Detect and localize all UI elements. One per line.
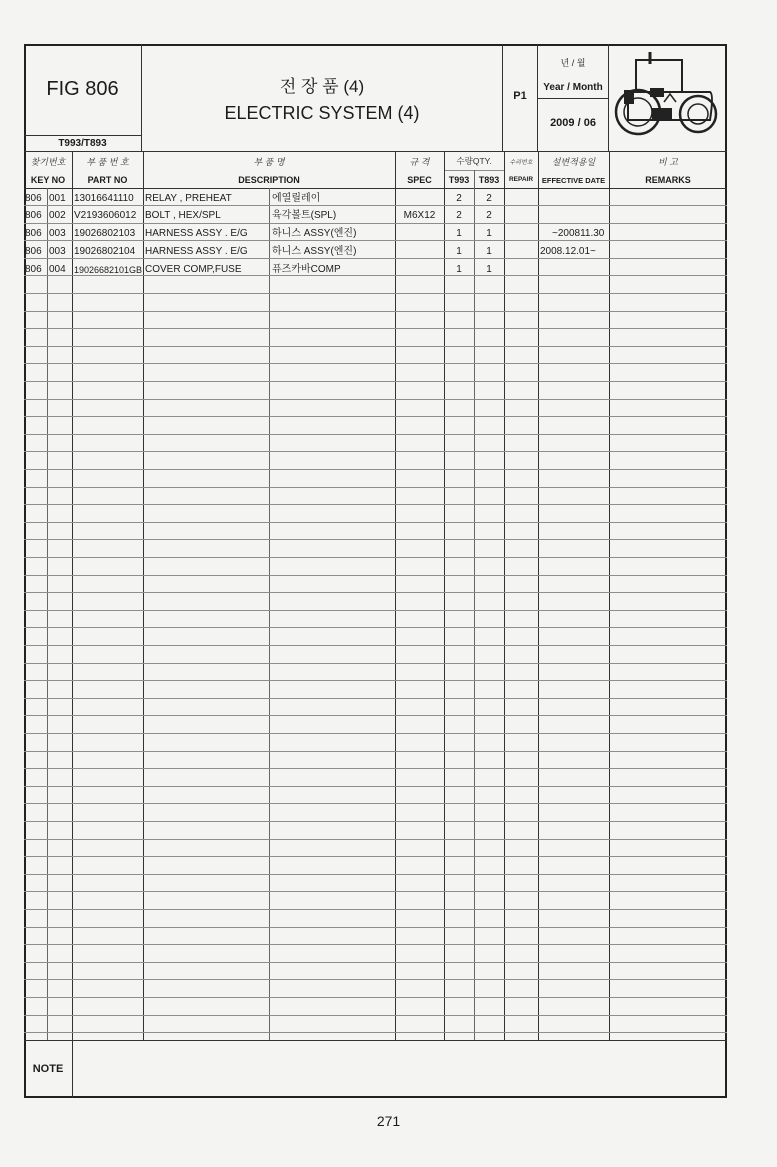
row-rule [24, 328, 727, 329]
row-description-kr: 육각볼트(SPL) [272, 210, 337, 221]
row-description-en: RELAY , PREHEAT [145, 193, 232, 204]
col-part-english: PART NO [87, 175, 128, 185]
date-label-korean: 년 / 월 [560, 58, 586, 68]
row-effective-date: 2008.12.01~ [540, 246, 596, 257]
row-key: 003 [49, 246, 66, 257]
row-part-no: 19026802103 [74, 228, 136, 239]
page-code: P1 [513, 90, 527, 102]
col-qty-t993: T993 [448, 175, 470, 185]
row-rule [24, 856, 727, 857]
row-qty-t893: 1 [486, 246, 492, 257]
row-part-no: 19026682101GB [74, 265, 143, 275]
row-effective-date: ~200811.30 [552, 228, 605, 239]
col-repair-korean: 수리번호 [509, 160, 533, 166]
col-effective-english: EFFECTIVE DATE [541, 176, 606, 185]
col-desc-korean: 부 품 명 [253, 157, 285, 167]
row-rule [24, 399, 727, 400]
note-divider [24, 1040, 727, 1041]
row-rule [24, 839, 727, 840]
row-rule [24, 487, 727, 488]
row-qty-t893: 2 [486, 210, 492, 221]
row-rule [24, 803, 727, 804]
row-fig: 806 [25, 264, 42, 275]
row-description-en: BOLT , HEX/SPL [145, 210, 221, 221]
row-fig: 806 [25, 246, 42, 257]
row-qty-t993: 1 [456, 228, 462, 239]
row-rule [24, 944, 727, 945]
row-description-en: HARNESS ASSY . E/G [145, 228, 248, 239]
model-divider [24, 135, 142, 136]
col-effective-korean: 설변적용일 [551, 157, 596, 167]
date-label-english: Year / Month [543, 82, 603, 93]
col-remarks-korean: 비 고 [658, 157, 678, 167]
row-rule [24, 962, 727, 963]
row-rule [24, 469, 727, 470]
col-key-english: KEY NO [30, 175, 66, 185]
row-part-no: 19026802104 [74, 246, 136, 257]
row-rule [24, 381, 727, 382]
column-line [444, 151, 445, 1040]
header-divider [608, 44, 609, 152]
row-rule [24, 733, 727, 734]
row-key: 003 [49, 228, 66, 239]
row-description-kr: 하니스 ASSY(엔진) [272, 228, 357, 239]
row-qty-t893: 1 [486, 264, 492, 275]
col-spec-korean: 규 격 [409, 157, 430, 167]
title-korean: 전 장 품 (4) [279, 77, 365, 96]
row-rule [24, 645, 727, 646]
row-qty-t893: 2 [486, 193, 492, 204]
column-line [47, 188, 48, 1040]
row-spec: M6X12 [403, 210, 436, 221]
col-repair-english: REPAIR [508, 176, 534, 183]
row-part-no: 13016641110 [74, 193, 134, 204]
tractor-icon [610, 50, 724, 146]
col-qty-label: 수량QTY. [456, 156, 492, 166]
row-description-en: HARNESS ASSY . E/G [145, 246, 248, 257]
row-rule [24, 663, 727, 664]
row-rule [24, 997, 727, 998]
column-line [143, 151, 144, 1040]
row-description-en: COVER COMP,FUSE [145, 264, 242, 275]
column-header-top-rule [24, 151, 727, 152]
row-part-no: V2193606012 [74, 210, 137, 221]
row-qty-t993: 1 [456, 246, 462, 257]
row-rule [24, 751, 727, 752]
row-rule [24, 311, 727, 312]
row-key: 004 [49, 264, 66, 275]
row-rule [24, 592, 727, 593]
date-divider [537, 98, 608, 99]
row-rule [24, 627, 727, 628]
column-line [504, 151, 505, 1040]
row-qty-t993: 2 [456, 210, 462, 221]
row-rule [24, 293, 727, 294]
row-rule [24, 434, 727, 435]
row-rule [24, 768, 727, 769]
row-rule [24, 680, 727, 681]
row-rule [24, 821, 727, 822]
col-desc-english: DESCRIPTION [238, 175, 300, 185]
row-rule [24, 575, 727, 576]
row-rule [24, 522, 727, 523]
row-qty-t993: 2 [456, 193, 462, 204]
date-value: 2009 / 06 [550, 117, 596, 129]
row-rule [24, 1032, 727, 1033]
col-qty-t893: T893 [478, 175, 500, 185]
note-label: NOTE [32, 1063, 64, 1075]
row-rule [24, 715, 727, 716]
row-rule [24, 1015, 727, 1016]
row-rule [24, 698, 727, 699]
column-line [269, 188, 270, 1040]
row-key: 001 [49, 193, 66, 204]
row-rule [24, 786, 727, 787]
column-line [395, 151, 396, 1040]
row-rule [24, 504, 727, 505]
column-line [538, 151, 539, 1040]
row-description-kr: 하니스 ASSY(엔진) [272, 246, 357, 257]
row-fig: 806 [25, 193, 42, 204]
row-fig: 806 [25, 228, 42, 239]
row-rule [24, 346, 727, 347]
column-header-bottom-rule [24, 188, 727, 189]
col-remarks-english: REMARKS [645, 175, 691, 185]
row-rule [24, 979, 727, 980]
col-spec-english: SPEC [407, 175, 432, 185]
row-fig: 806 [25, 210, 42, 221]
row-rule [24, 909, 727, 910]
row-rule [24, 927, 727, 928]
row-rule [24, 451, 727, 452]
row-rule [24, 874, 727, 875]
row-key: 002 [49, 210, 66, 221]
title-english: ELECTRIC SYSTEM (4) [224, 103, 420, 123]
row-qty-t993: 1 [456, 264, 462, 275]
row-rule [24, 363, 727, 364]
row-rule [24, 416, 727, 417]
col-part-korean: 부 품 번 호 [86, 157, 129, 167]
row-rule [24, 610, 727, 611]
row-rule [24, 557, 727, 558]
page-number: 271 [376, 1113, 401, 1129]
row-rule [24, 539, 727, 540]
row-description-kr: 퓨즈카바COMP [272, 264, 341, 275]
row-description-kr: 에열릴레이 [272, 193, 321, 204]
col-key-korean: 찾기번호 [30, 157, 66, 167]
column-line [609, 151, 610, 1040]
fig-label: FIG 806 [46, 78, 119, 100]
row-qty-t893: 1 [486, 228, 492, 239]
model-label: T993/T893 [58, 138, 107, 149]
row-rule [24, 891, 727, 892]
